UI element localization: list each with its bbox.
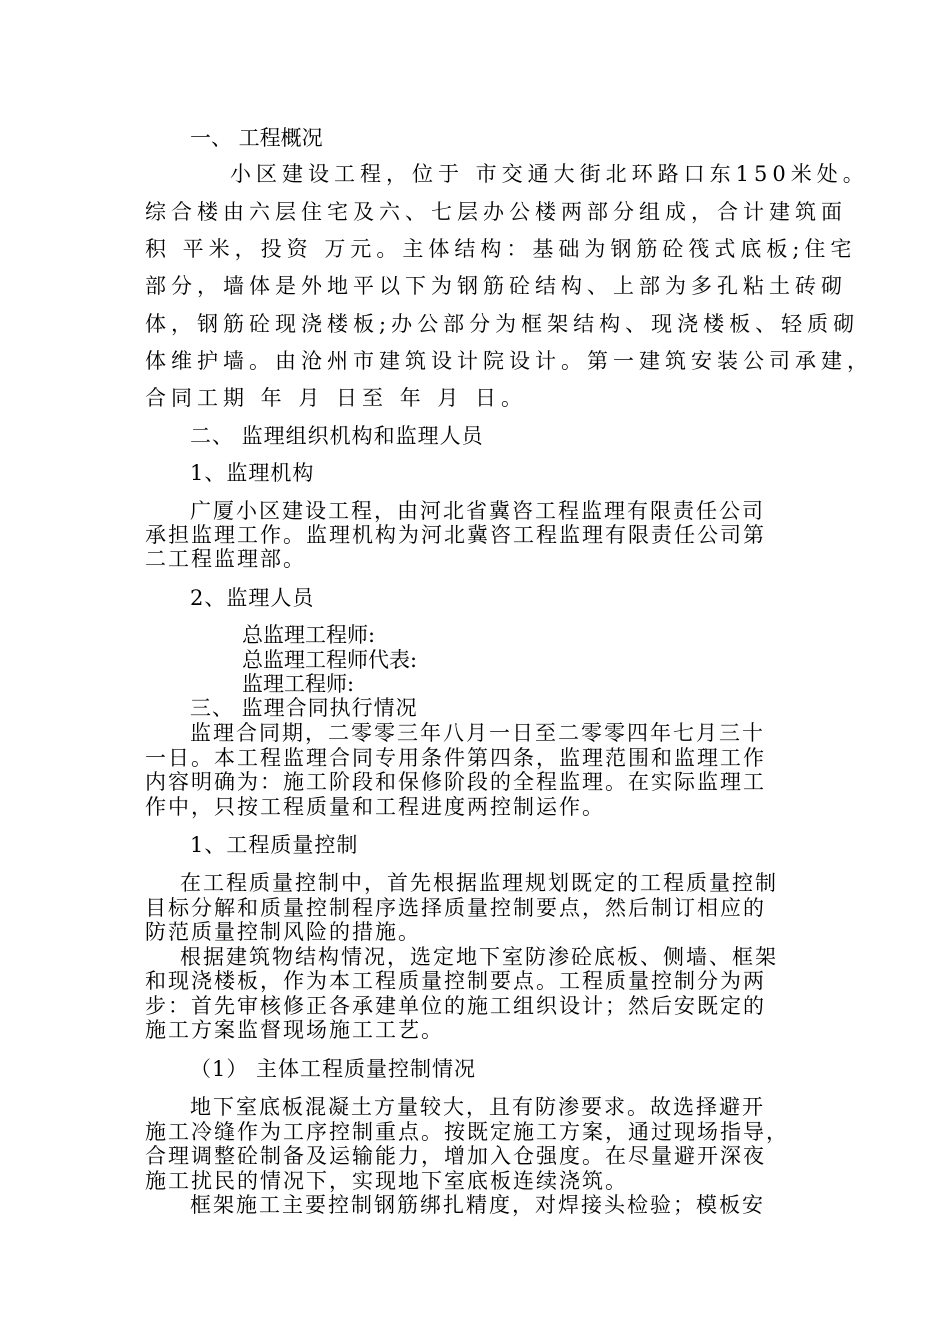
paragraph-line: 小区建设工程，位于 市交通大街北环路口东150米处。 <box>230 162 869 186</box>
paragraph-line: 框架施工主要控制钢筋绑扎精度，对焊接头检验；模板安 <box>190 1193 765 1217</box>
paragraph-line: 体维护墙。由沧州市建筑设计院设计。第一建筑安装公司承建， <box>145 349 873 373</box>
section-heading-2: 二、 监理组织机构和监理人员 <box>190 424 484 448</box>
paragraph-line: 内容明确为：施工阶段和保修阶段的全程监理。在实际监理工 <box>145 770 766 794</box>
paragraph-line: 施工冷缝作为工序控制重点。按既定施工方案，通过现场指导， <box>145 1120 789 1144</box>
paragraph-line: 在工程质量控制中，首先根据监理规划既定的工程质量控制 <box>180 871 778 895</box>
personnel-line: 总监理工程师代表: <box>242 648 418 672</box>
paragraph-line: 施工方案监督现场施工工艺。 <box>145 1018 444 1042</box>
section-heading-1: 一、 工程概况 <box>190 126 323 150</box>
paragraph-line: 部分，墙体是外地平以下为钢筋砼结构、上部为多孔粘土砖砌 <box>145 274 847 298</box>
section-heading-3: 三、 监理合同执行情况 <box>190 696 418 720</box>
paragraph-line: 二工程监理部。 <box>145 547 306 571</box>
paragraph-line: 步：首先审核修正各承建单位的施工组织设计；然后安既定的 <box>145 994 766 1018</box>
subsection-heading: 2、监理人员 <box>190 586 315 610</box>
paragraph-line: 体，钢筋砼现浇楼板;办公部分为框架结构、现浇楼板、轻质砌 <box>145 312 860 336</box>
paragraph-line: 综合楼由六层住宅及六、七层办公楼两部分组成，合计建筑面 <box>145 200 847 224</box>
personnel-line: 监理工程师: <box>242 672 355 696</box>
personnel-line: 总监理工程师: <box>242 623 376 647</box>
paragraph-line: 目标分解和质量控制程序选择质量控制要点，然后制订相应的 <box>145 896 766 920</box>
paragraph-line: 广厦小区建设工程，由河北省冀咨工程监理有限责任公司 <box>190 499 765 523</box>
paragraph-line: 合理调整砼制备及运输能力，增加入仓强度。在尽量避开深夜 <box>145 1144 766 1168</box>
paragraph-line: 合同工期 年 月 日至 年 月 日。 <box>145 386 528 410</box>
paragraph-line: 作中，只按工程质量和工程进度两控制运作。 <box>145 795 605 819</box>
paragraph-line: 和现浇楼板，作为本工程质量控制要点。工程质量控制分为两 <box>145 969 766 993</box>
subsection-heading: （1） 主体工程质量控制情况 <box>190 1057 477 1081</box>
paragraph-line: 监理合同期，二零零三年八月一日至二零零四年七月三十 <box>190 721 765 745</box>
paragraph-line: 防范质量控制风险的措施。 <box>145 920 421 944</box>
paragraph-line: 承担监理工作。监理机构为河北冀咨工程监理有限责任公司第 <box>145 523 766 547</box>
subsection-heading: 1、工程质量控制 <box>190 833 359 857</box>
paragraph-line: 根据建筑物结构情况，选定地下室防渗砼底板、侧墙、框架 <box>180 945 778 969</box>
subsection-heading: 1、监理机构 <box>190 461 315 485</box>
paragraph-line: 积 平米，投资 万元。主体结构：基础为钢筋砼筏式底板;住宅 <box>145 237 857 261</box>
paragraph-line: 地下室底板混凝土方量较大，且有防渗要求。故选择避开 <box>190 1095 765 1119</box>
paragraph-line: 一日。本工程监理合同专用条件第四条，监理范围和监理工作 <box>145 746 766 770</box>
paragraph-line: 施工扰民的情况下，实现地下室底板连续浇筑。 <box>145 1169 628 1193</box>
